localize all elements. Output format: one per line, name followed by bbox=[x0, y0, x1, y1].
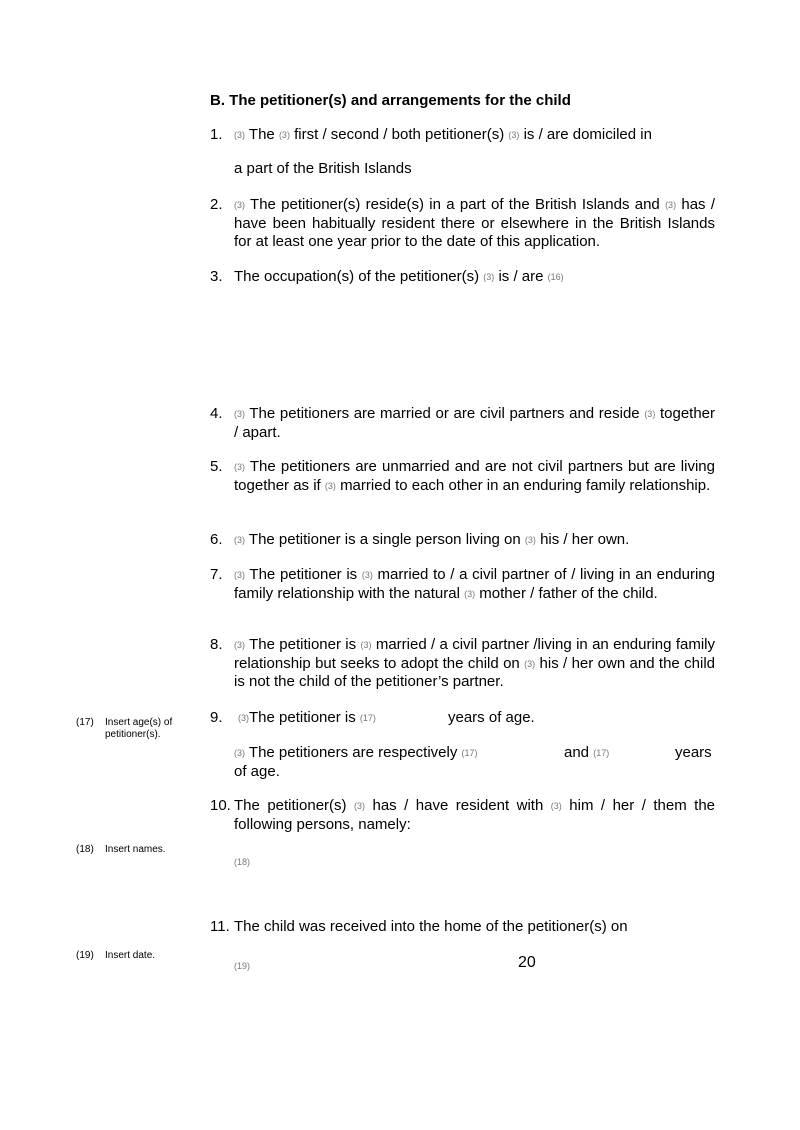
document-page: B. The petitioner(s) and arrangements for the child 1. (3) The (3) first / second / both petitioner(s) (3) is / are domiciled in a part of the British Islands 2. (3) The petitioner(s) reside(s) in a part of the British Islands and (3) has / have been habitually resident there or elsewhere in the British Islands for at least one year prior to the date of this application. 3. The occupation(s) of the petitioner(s) (3) is / are (16) 4. (3) The petitioners are married or are civil partners and reside (3) together / apart. 5. (3) The petitioners are unmarried and are not civil partners but are living together as if (3) married to each other in an enduring family relationship. 6. (3) The petitioner is a single person living on (3) his / her own. 7. (3) The petitioner is (3) married to / a civil partner of / living in an enduring family relationship with the natural (3) mother / father of the child. 8. (3) The petitioner is (3) married / a civil partner /living in an enduring family relationship but seeks to adopt the child on (3) his / her own and the child is not the child of the petitioner’s partner. 9. (3)The petitioner is (17) years of age. (3) The petitioners are respectively (17) and (17) years of age. 10. The petitioner(s) (3) has / have resident with (3) him / her / them the following persons, namely: (18) 11. The child was received into the home of the petitioner(s) on (19) (17) Insert age(s) of petitioner(s). (18) Insert names. (19) Insert date. 20 bbox=[0, 0, 800, 1130]
ref-18-marker: (18) bbox=[234, 857, 251, 867]
item-1-line2: a part of the British Islands bbox=[234, 160, 412, 177]
item-9-and: and (17) bbox=[564, 744, 610, 761]
ref-19-marker: (19) bbox=[234, 961, 251, 971]
section-heading: B. The petitioner(s) and arrangements for the child bbox=[210, 92, 571, 109]
item-6: 6. (3) The petitioner is a single person living on (3) his / her own. bbox=[210, 531, 630, 548]
item-10: 10. The petitioner(s) (3) has / have resident with (3) him / her / them the following persons, namely: bbox=[210, 797, 716, 833]
item-9-years: years bbox=[675, 744, 712, 761]
item-4: 4. (3) The petitioners are married or are civil partners and reside (3) together / apart. bbox=[210, 405, 716, 441]
item-9-line2: (3) The petitioners are respectively (17) bbox=[234, 744, 478, 761]
item-9-number: 9. bbox=[210, 709, 223, 726]
item-2: 2. (3) The petitioner(s) reside(s) in a part of the British Islands and (3) has / have been habitually resident there or elsewhere in the British Islands for at least one year prior to the date of this application. bbox=[210, 196, 715, 250]
item-3: 3. The occupation(s) of the petitioner(s) (3) is / are (16) bbox=[210, 268, 564, 285]
item-9-of-age: of age. bbox=[234, 763, 280, 780]
item-11: 11. The child was received into the home of the petitioner(s) on bbox=[210, 918, 628, 935]
item-1: 1. (3) The (3) first / second / both petitioner(s) (3) is / are domiciled in bbox=[210, 126, 652, 143]
item-5: 5. (3) The petitioners are unmarried and are not civil partners but are living together as if (3) married to each other in an enduring family relationship. bbox=[210, 458, 715, 494]
item-8: 8. (3) The petitioner is (3) married / a civil partner /living in an enduring family relationship but seeks to adopt the child on (3) his / her own and the child is not the child of the petitioner’s partner. bbox=[210, 636, 715, 690]
item-9-line1: (3)The petitioner is (17) bbox=[238, 709, 376, 726]
item-7: 7. (3) The petitioner is (3) married to / a civil partner of / living in an enduring family relationship with the natural (3) mother / father of the child. bbox=[210, 566, 715, 602]
page-number: 20 bbox=[518, 954, 536, 971]
item-9-years-of-age: years of age. bbox=[448, 709, 535, 726]
item-number: 1. bbox=[210, 126, 223, 143]
